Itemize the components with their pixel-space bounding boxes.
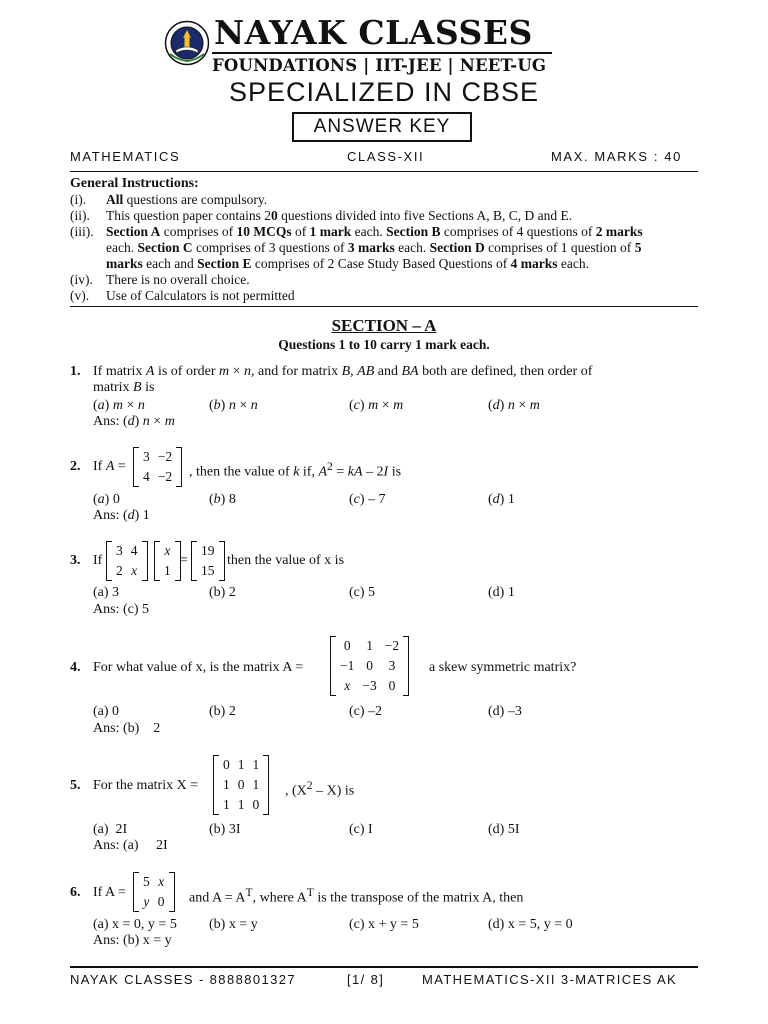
matrix-cell: x — [164, 543, 171, 558]
option-d: (d) n × m — [488, 398, 540, 413]
matrix-cell: 0 — [366, 658, 373, 673]
question-number: 6. — [70, 885, 81, 900]
section-title: SECTION – A — [331, 316, 437, 335]
instruction-text: Use of Calculators is not permitted — [106, 288, 295, 303]
instruction-text: marks each and Section E comprises of 2 Case Study Based Questions of 4 marks each. — [106, 256, 589, 271]
answer-text: Ans: (a) 2I — [93, 838, 168, 853]
instruction-text: each. Section C comprises of 3 questions of 3 marks each. Section D comprises of 1 question of 5 — [106, 240, 642, 255]
option-c: (c) I — [349, 822, 373, 837]
instruction-number: (iv). — [70, 272, 93, 287]
option-b: (b) 2 — [209, 585, 236, 600]
answer-text: Ans: (c) 5 — [93, 602, 149, 617]
matrix-cell: 4 — [143, 469, 150, 484]
matrix — [106, 541, 148, 581]
logo — [164, 20, 210, 66]
question-text: , $(X^2 - X)$ is — [285, 779, 355, 799]
instructions-title: General Instructions: — [70, 176, 199, 191]
matrix-cell: 1 — [366, 638, 373, 653]
option-a: (a) 2I — [93, 822, 128, 837]
matrix-cell: 2 — [116, 563, 123, 578]
question-text: For the matrix X = — [93, 778, 199, 793]
question-text: If — [93, 553, 103, 568]
instruction-text: There is no overall choice. — [106, 272, 250, 287]
option-c: (c) –2 — [349, 704, 383, 719]
matrix-cell: 0 — [252, 797, 260, 812]
matrix-cell: x — [131, 563, 138, 578]
specialized-heading: SPECIALIZED IN CBSE — [228, 77, 540, 107]
option-c: (c) x + y = 5 — [349, 917, 419, 932]
matrix-cell: 3 — [116, 543, 123, 558]
question-number: 5. — [70, 778, 81, 793]
equals-sign: = — [180, 553, 188, 568]
matrix-cell: −1 — [340, 658, 355, 673]
matrix-cell: y — [143, 894, 150, 909]
matrix — [133, 447, 182, 487]
question-text: If A = — [93, 885, 126, 900]
matrix-cell: 0 — [343, 638, 351, 653]
matrix-cell: 1 — [252, 757, 260, 772]
matrix-cell: 15 — [201, 563, 215, 578]
matrix-cell: 19 — [201, 543, 215, 558]
option-a: (a) x = 0, y = 5 — [93, 917, 177, 932]
instruction-text: Section A comprises of 10 MCQs of 1 mark each. Section B comprises of 4 questions of 2 marks — [106, 224, 643, 239]
matrix-cell: −2 — [157, 469, 173, 484]
brand-name: NAYAK CLASSES — [214, 13, 533, 52]
matrix-cell: −3 — [362, 678, 377, 693]
question-number: 4. — [70, 660, 81, 675]
matrix — [330, 636, 409, 696]
option-a: (a) m × n — [93, 398, 145, 413]
question-text: For what value of x, is the matrix A = — [93, 660, 304, 675]
question-text: a skew symmetric matrix? — [429, 660, 577, 675]
instructions-divider — [70, 306, 698, 307]
subject-label: MATHEMATICS — [70, 149, 181, 164]
matrix-cell: 0 — [237, 777, 245, 792]
option-b: (b) 3I — [209, 822, 241, 837]
option-d: (d) 5I — [488, 822, 520, 837]
matrix-cell: 5 — [143, 874, 150, 889]
question-text: and $A = A^T$, where $A^T$ is the transpose of the matrix A, then — [189, 886, 524, 906]
question-number: 2. — [70, 459, 81, 474]
instruction-number: (ii). — [70, 208, 90, 223]
matrix-cell: 1 — [223, 777, 230, 792]
matrix-cell: 1 — [237, 797, 245, 812]
question-text: matrix B is — [93, 380, 155, 395]
tagline: FOUNDATIONS | IIT-JEE | NEET-UG — [212, 56, 547, 75]
option-d: (d) x = 5, y = 0 — [488, 917, 573, 932]
matrix-cell: 3 — [388, 658, 396, 673]
instruction-number: (iii). — [70, 224, 94, 239]
header-divider — [70, 171, 698, 172]
matrix-cell: 1 — [252, 777, 260, 792]
question-number: 1. — [70, 364, 81, 379]
section-subtitle: Questions 1 to 10 carry 1 mark each. — [278, 337, 490, 352]
brand-underline — [212, 52, 552, 54]
matrix-cell: 0 — [388, 678, 396, 693]
matrix-cell: x — [158, 874, 165, 889]
matrix-cell: −2 — [157, 449, 173, 464]
option-a: (a) 3 — [93, 585, 120, 600]
matrix-cell: 0 — [157, 894, 165, 909]
option-a: (a) 0 — [93, 704, 120, 719]
option-d: (d) 1 — [488, 585, 515, 600]
answer-key-box: ANSWER KEY — [292, 112, 472, 142]
answer-text: Ans: (b) x = y — [93, 933, 172, 948]
matrix-cell: 1 — [237, 757, 245, 772]
instruction-text: This question paper contains 20 questions divided into five Sections A, B, C, D and E. — [106, 208, 573, 223]
instruction-number: (v). — [70, 288, 90, 303]
question-text: , then the value of k if, $A^2$ = kA – 2I is — [189, 460, 402, 480]
question-number: 3. — [70, 553, 81, 568]
answer-text: Ans: (d) 1 — [93, 508, 150, 523]
matrix — [154, 541, 181, 581]
matrix-cell: 1 — [164, 563, 171, 578]
question-text: If matrix A is of order m × n, and for matrix B, AB and BA both are defined, then order of — [93, 364, 593, 379]
matrix-cell: x — [344, 678, 351, 693]
matrix — [133, 872, 175, 912]
option-d: (d) –3 — [488, 704, 522, 719]
option-d: (d) 1 — [488, 492, 515, 507]
max-marks-label: MAX. MARKS : 40 — [551, 149, 682, 164]
answer-text: Ans: (b) 2 — [93, 721, 161, 736]
footer-left: NAYAK CLASSES - 8888801327 — [70, 972, 296, 987]
footer-right: MATHEMATICS-XII 3-MATRICES AK — [422, 972, 678, 987]
answer-text: Ans: (d) n × m — [93, 414, 175, 429]
option-c: (c) – 7 — [349, 492, 386, 507]
matrix-cell: −2 — [384, 638, 400, 653]
option-b: (b) 2 — [209, 704, 236, 719]
matrix-cell: 3 — [143, 449, 150, 464]
option-b: (b) n × n — [209, 398, 258, 413]
matrix-cell: 4 — [130, 543, 138, 558]
matrix — [213, 755, 269, 815]
class-label: CLASS-XII — [347, 149, 425, 164]
matrix — [191, 541, 225, 581]
matrix-cell: 1 — [223, 797, 230, 812]
matrix-cell: 0 — [223, 757, 230, 772]
option-b: (b) x = y — [209, 917, 258, 932]
instruction-text: All questions are compulsory. — [106, 192, 268, 207]
option-c: (c) 5 — [349, 585, 376, 600]
question-text: If A = — [93, 459, 126, 474]
question-text: then the value of x is — [227, 553, 345, 568]
option-a: (a) 0 — [93, 492, 120, 507]
page-number: [1/ 8] — [347, 972, 385, 987]
option-c: (c) m × m — [349, 398, 404, 413]
footer-divider — [70, 966, 698, 968]
option-b: (b) 8 — [209, 492, 236, 507]
instruction-number: (i). — [70, 192, 87, 207]
